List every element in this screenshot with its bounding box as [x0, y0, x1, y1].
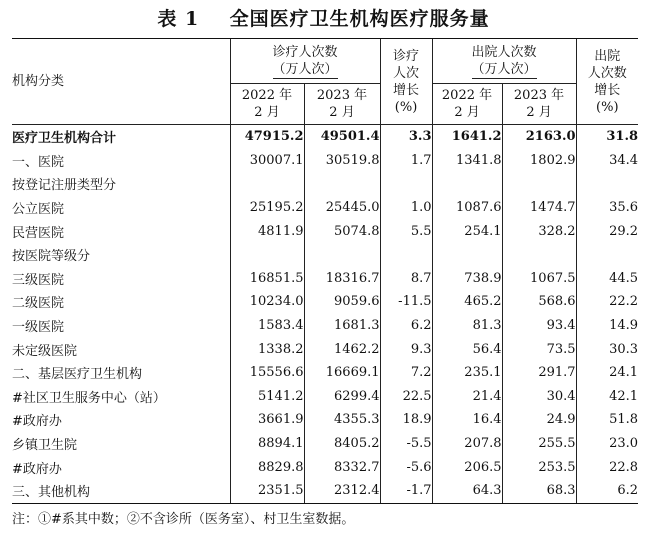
table-row: 三级医院 16851.5 18316.7 8.7 738.9 1067.5 44.5: [12, 267, 638, 291]
header-discharge-2022: 2022 年 2 月: [432, 84, 502, 125]
header-visits-growth: 诊疗 人次 增长 (%): [380, 39, 432, 125]
table-row: 民营医院 4811.9 5074.8 5.5 254.1 328.2 29.2: [12, 219, 638, 243]
table-row: 二级医院 10234.0 9059.6 -11.5 465.2 568.6 22.2: [12, 290, 638, 314]
header-discharge-group: 出院人次数 （万人次）: [432, 39, 576, 84]
table-row: 乡镇卫生院 8894.1 8405.2 -5.5 207.8 255.5 23.0: [12, 432, 638, 456]
table-row: #社区卫生服务中心（站） 5141.2 6299.4 22.5 21.4 30.4 42.1: [12, 385, 638, 409]
table-row: 按医院等级分: [12, 243, 638, 267]
medical-service-table: [12, 38, 638, 504]
header-category: 机构分类: [12, 39, 230, 125]
table-row: 一、医院 30007.1 30519.8 1.7 1341.8 1802.9 34.4: [12, 149, 638, 173]
table-row: 二、基层医疗卫生机构 15556.6 16669.1 7.2 235.1 291.7 24.1: [12, 361, 638, 385]
header-discharge-growth: 出院 人次数 增长 (%): [576, 39, 638, 125]
table-title: 表 1 全国医疗卫生机构医疗服务量: [157, 8, 490, 30]
table-row: 医疗卫生机构合计 47915.2 49501.4 3.3 1641.2 2163.0 31.8: [12, 125, 638, 149]
table-row: #政府办 3661.9 4355.3 18.9 16.4 24.9 51.8: [12, 408, 638, 432]
header-visits-2023: 2023 年 2 月: [304, 84, 380, 125]
table-row: 公立医院 25195.2 25445.0 1.0 1087.6 1474.7 35.6: [12, 196, 638, 220]
table-row: 三、其他机构 2351.5 2312.4 -1.7 64.3 68.3 6.2: [12, 479, 638, 503]
header-discharge-2023: 2023 年 2 月: [502, 84, 576, 125]
table-footnote: 注：①#系其中数；②不含诊所（医务室）、村卫生室数据。: [12, 512, 355, 527]
table-row: 按登记注册类型分: [12, 172, 638, 196]
header-visits-group: 诊疗人次数 （万人次）: [230, 39, 380, 84]
table-row: 未定级医院 1338.2 1462.2 9.3 56.4 73.5 30.3: [12, 337, 638, 361]
table-row: 一级医院 1583.4 1681.3 6.2 81.3 93.4 14.9: [12, 314, 638, 338]
header-visits-2022: 2022 年 2 月: [230, 84, 304, 125]
table-row: #政府办 8829.8 8332.7 -5.6 206.5 253.5 22.8: [12, 455, 638, 479]
